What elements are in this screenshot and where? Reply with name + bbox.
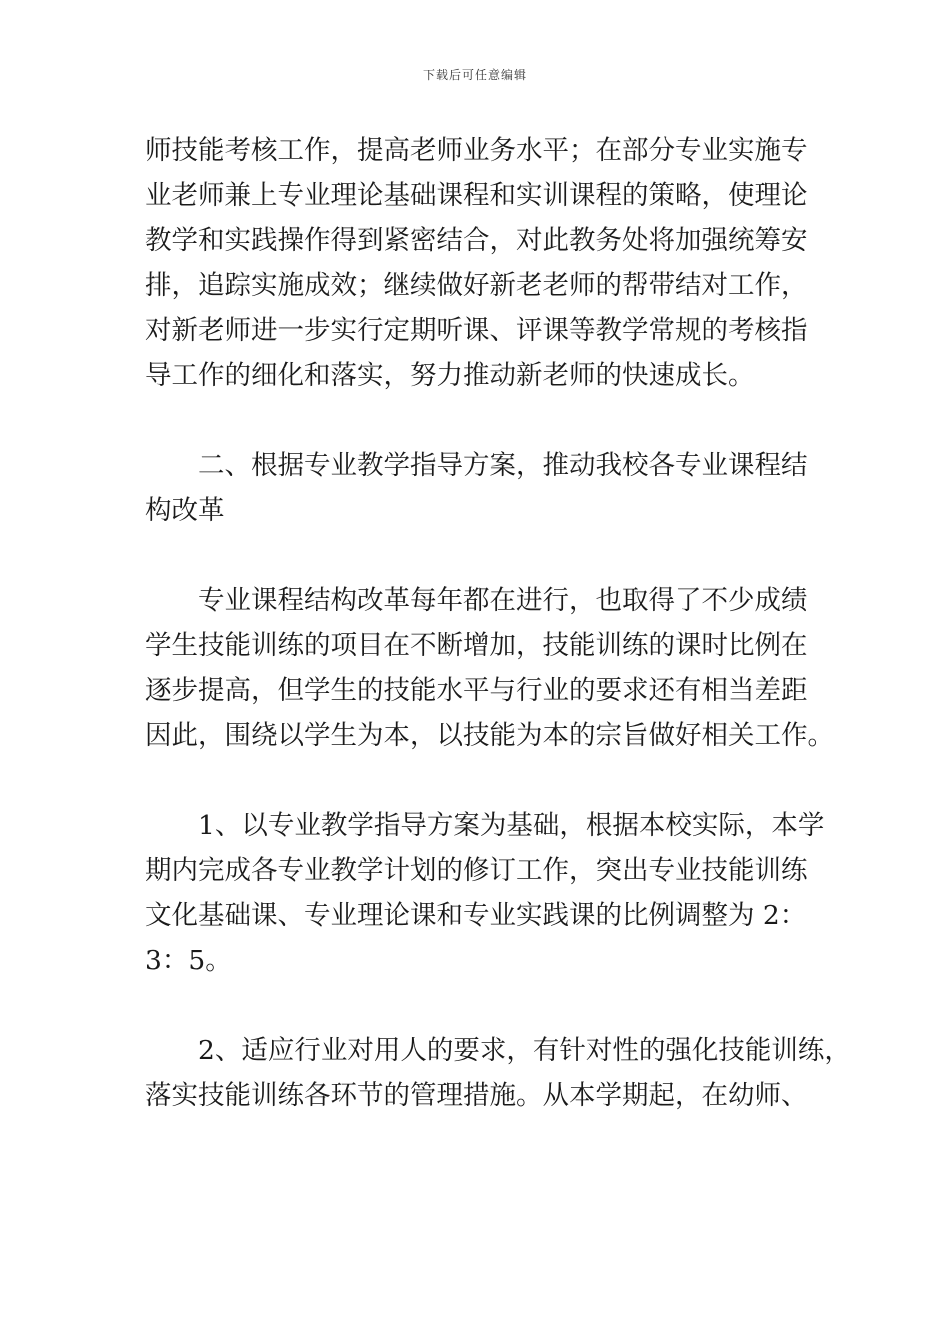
text-line: 构改革 (145, 495, 225, 526)
paragraph-spacer (145, 758, 815, 803)
text-line: 学生技能训练的项目在不断增加，技能训练的课时比例在 (145, 630, 808, 661)
paragraph-reform-overview (145, 578, 834, 758)
text-line: 因此，围绕以学生为本，以技能为本的宗旨做好相关工作。 (145, 720, 834, 751)
paragraph-teacher-training (145, 128, 815, 398)
section-heading-curriculum-reform (145, 443, 815, 533)
text-line: 教学和实践操作得到紧密结合，对此教务处将加强统筹安 (145, 225, 808, 256)
page-header: 下载后可任意编辑 (422, 68, 527, 82)
text-line: 文化基础课、专业理论课和专业实践课的比例调整为 2： (145, 900, 807, 931)
text-line: 专业课程结构改革每年都在进行，也取得了不少成绩 (198, 585, 808, 616)
paragraph-spacer (145, 398, 815, 443)
text-line: 1、以专业教学指导方案为基础，根据本校实际，本学 (198, 810, 825, 841)
text-line: 对新老师进一步实行定期听课、评课等教学常规的考核指 (145, 315, 808, 346)
document-body (145, 128, 851, 1118)
paragraph-spacer (145, 533, 815, 578)
text-line: 师技能考核工作，提高老师业务水平；在部分专业实施专 (145, 135, 808, 166)
text-line: 逐步提高，但学生的技能水平与行业的要求还有相当差距 (145, 675, 808, 706)
text-line: 二、根据专业教学指导方案，推动我校各专业课程结 (198, 450, 808, 481)
text-line: 3：5。 (145, 945, 232, 976)
text-line: 2、适应行业对用人的要求，有针对性的强化技能训练， (198, 1035, 851, 1066)
text-line: 业老师兼上专业理论基础课程和实训课程的策略，使理论 (145, 180, 808, 211)
text-line: 导工作的细化和落实，努力推动新老师的快速成长。 (145, 360, 755, 391)
paragraph-item-1 (145, 803, 825, 983)
paragraph-item-2 (145, 1028, 851, 1118)
paragraph-spacer (145, 983, 815, 1028)
text-line: 排，追踪实施成效；继续做好新老老师的帮带结对工作， (145, 270, 808, 301)
text-line: 期内完成各专业教学计划的修订工作，突出专业技能训练 (145, 855, 808, 886)
text-line: 落实技能训练各环节的管理措施。从本学期起，在幼师、 (145, 1080, 808, 1111)
